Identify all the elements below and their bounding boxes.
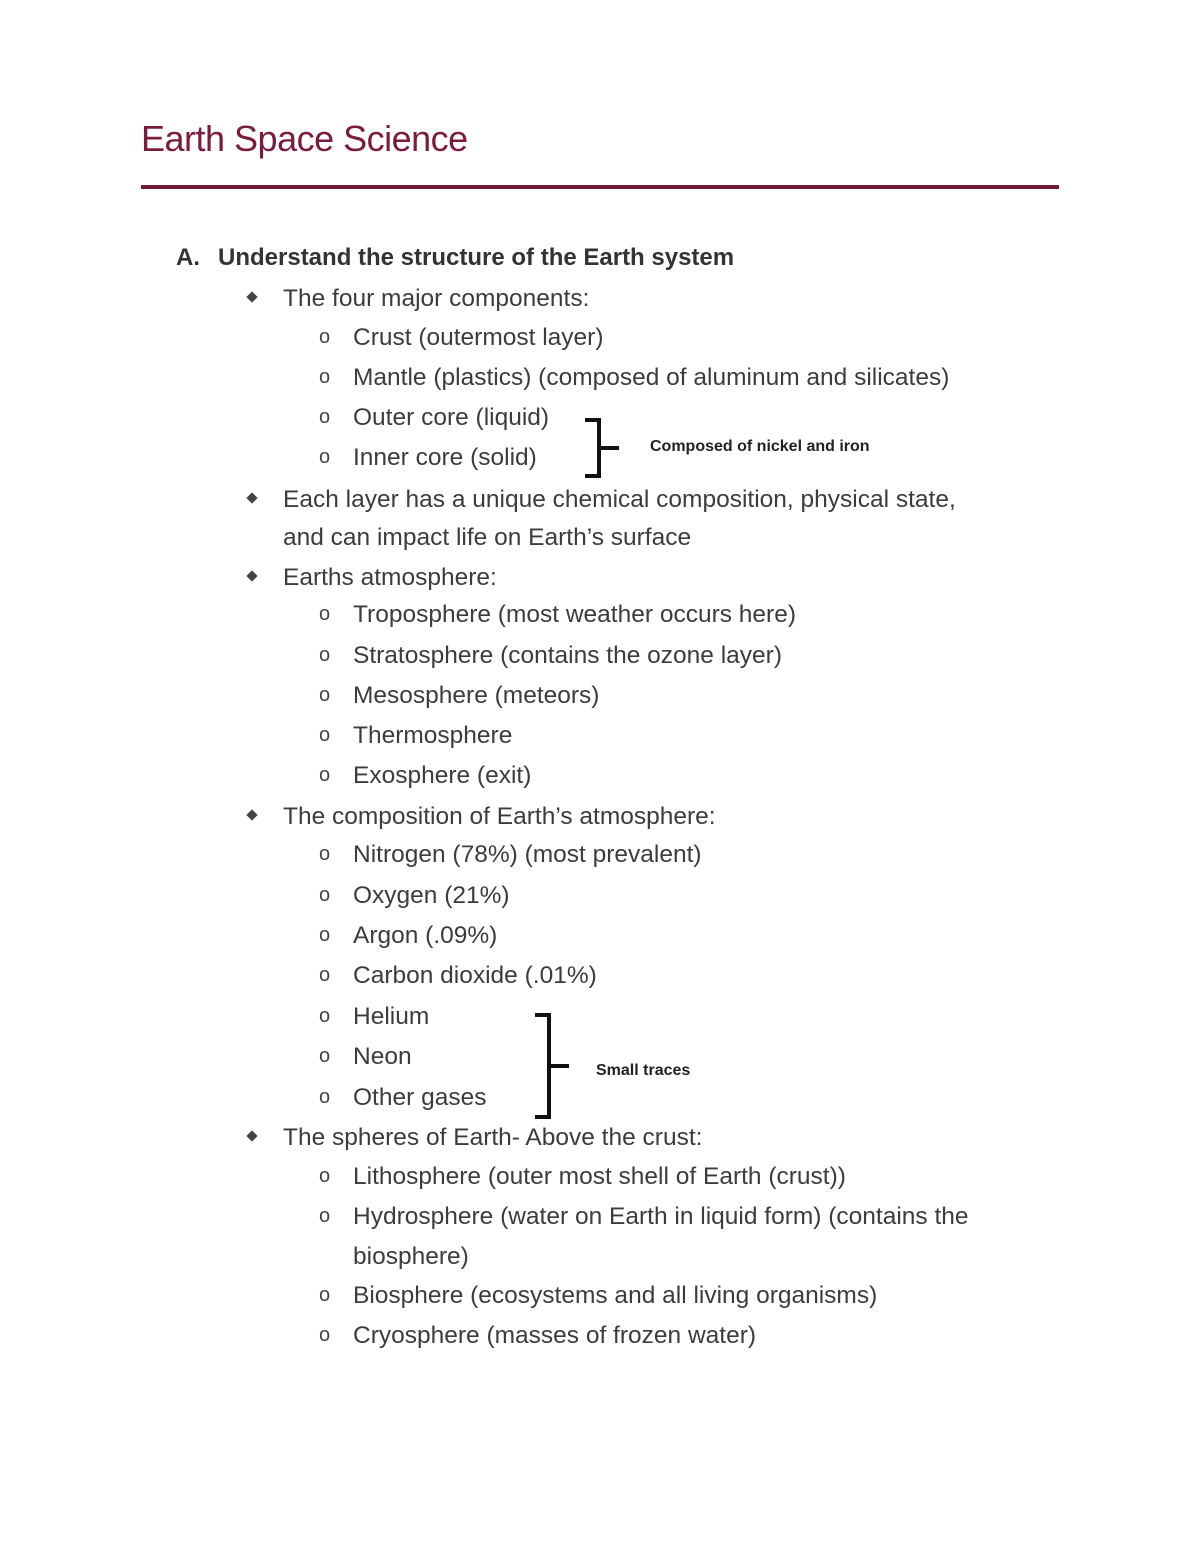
section-heading — [176, 244, 734, 272]
sub-bullet-marker: o — [319, 1165, 331, 1187]
list-item: Inner core (solid) — [353, 444, 537, 471]
sub-bullet-marker: o — [319, 406, 331, 428]
list-item: Cryosphere (masses of frozen water) — [353, 1322, 757, 1349]
sub-bullet-marker: o — [319, 684, 331, 706]
list-item: Exosphere (exit) — [353, 762, 532, 789]
sub-bullet-marker: o — [319, 1324, 331, 1346]
list-item: Neon — [353, 1043, 412, 1070]
sub-bullet-marker: o — [319, 326, 331, 348]
traces-note: Small traces — [596, 1062, 691, 1079]
list-item: Biosphere (ecosystems and all living organisms) — [353, 1282, 878, 1309]
bullet-marker — [246, 570, 257, 581]
bullet-text: Each layer has a unique chemical composition, physical state, — [283, 486, 956, 513]
sub-bullet-marker: o — [319, 446, 331, 468]
section-heading-text: Understand the structure of the Earth system — [218, 244, 735, 271]
list-item: Mesosphere (meteors) — [353, 682, 600, 709]
bullet-marker — [246, 809, 257, 820]
list-item: Lithosphere (outer most shell of Earth (crust)) — [353, 1163, 846, 1190]
list-item: Outer core (liquid) — [353, 404, 550, 431]
list-item: Carbon dioxide (.01%) — [353, 962, 597, 989]
sub-bullet-marker: o — [319, 724, 331, 746]
sub-bullet-marker: o — [319, 1086, 331, 1108]
bullet-text: The four major components: — [283, 285, 590, 312]
bracket-traces — [533, 1012, 573, 1120]
list-item: Mantle (plastics) (composed of aluminum and silicates) — [353, 364, 950, 391]
list-item: Crust (outermost layer) — [353, 324, 604, 351]
sub-bullet-marker: o — [319, 964, 331, 986]
bullet-marker — [246, 1130, 257, 1141]
list-item: Thermosphere — [353, 722, 513, 749]
sub-bullet-marker: o — [319, 884, 331, 906]
bracket-core — [583, 416, 623, 480]
bullet-text: Earths atmosphere: — [283, 564, 497, 591]
sub-bullet-marker: o — [319, 366, 331, 388]
sub-bullet-marker: o — [319, 603, 331, 625]
title-divider — [141, 185, 1059, 189]
page-title: Earth Space Science — [141, 118, 468, 159]
section-letter: A. — [176, 244, 200, 271]
core-note: Composed of nickel and iron — [650, 438, 870, 455]
sub-bullet-marker: o — [319, 644, 331, 666]
list-item: Hydrosphere (water on Earth in liquid form) (contains the — [353, 1203, 969, 1230]
list-item: Troposphere (most weather occurs here) — [353, 601, 796, 628]
bullet-text: The composition of Earth’s atmosphere: — [283, 803, 716, 830]
list-item: Oxygen (21%) — [353, 882, 510, 909]
sub-bullet-marker: o — [319, 843, 331, 865]
list-item: Nitrogen (78%) (most prevalent) — [353, 841, 702, 868]
list-item-continued: biosphere) — [353, 1243, 469, 1270]
sub-bullet-marker: o — [319, 1284, 331, 1306]
list-item: Helium — [353, 1003, 430, 1030]
list-item: Stratosphere (contains the ozone layer) — [353, 642, 782, 669]
sub-bullet-marker: o — [319, 764, 331, 786]
sub-bullet-marker: o — [319, 1205, 331, 1227]
list-item: Argon (.09%) — [353, 922, 498, 949]
sub-bullet-marker: o — [319, 924, 331, 946]
bullet-marker — [246, 492, 257, 503]
sub-bullet-marker: o — [319, 1005, 331, 1027]
bullet-text-continued: and can impact life on Earth’s surface — [283, 524, 692, 551]
bullet-text: The spheres of Earth- Above the crust: — [283, 1124, 703, 1151]
sub-bullet-marker: o — [319, 1045, 331, 1067]
list-item: Other gases — [353, 1084, 487, 1111]
bullet-marker — [246, 291, 257, 302]
